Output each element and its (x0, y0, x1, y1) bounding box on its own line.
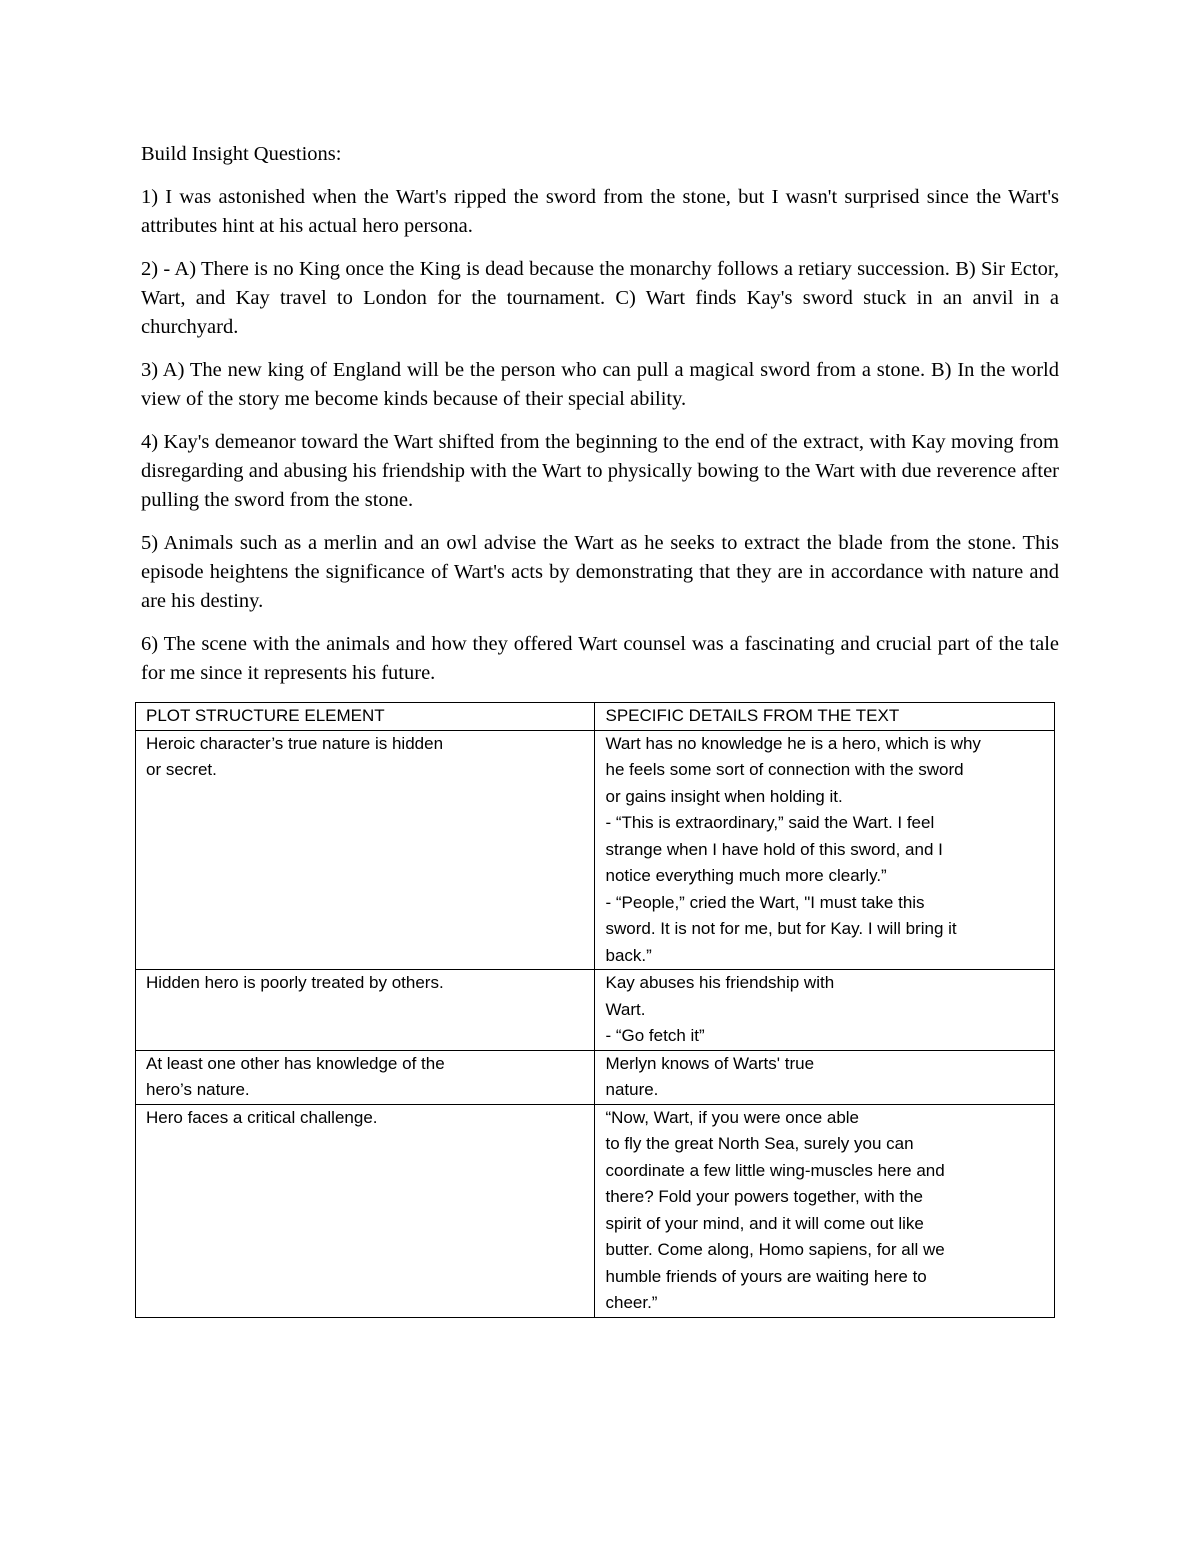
cell-line: At least one other has knowledge of the (146, 1053, 445, 1073)
cell-line: to fly the great North Sea, surely you can (605, 1134, 914, 1153)
cell-line: hero’s nature. (146, 1080, 250, 1099)
plot-element-cell (136, 730, 595, 970)
table-row (136, 1104, 1055, 1317)
cell-line: - “This is extraordinary,” said the Wart. I feel (605, 813, 935, 832)
answer-paragraph-2: 2) - A) There is no King once the King is dead because the monarchy follows a retiary succession. B) Sir Ector, Wart, and Kay travel to London for the tournament. C) Wart finds Kay's sword stuck in an anvil in a churchyard. (141, 258, 1059, 338)
plot-element-cell (136, 1104, 595, 1317)
table-row (136, 730, 1055, 970)
cell-line: Hidden hero is poorly treated by others. (146, 973, 444, 992)
details-cell (595, 1104, 1055, 1317)
cell-line: Hero faces a critical challenge. (146, 1107, 378, 1127)
answer-paragraph-6: 6) The scene with the animals and how they offered Wart counsel was a fascinating and crucial part of the tale for me since it represents his future. (141, 633, 1059, 684)
cell-line: butter. Come along, Homo sapiens, for all we (605, 1240, 945, 1259)
answer-paragraph-5: 5) Animals such as a merlin and an owl advise the Wart as he seeks to extract the blade from the stone. This episode heightens the significance of Wart's acts by demonstrating that they are in accordance with nature and are his destiny. (141, 532, 1059, 612)
plot-element-cell (136, 1050, 595, 1104)
cell-line: Wart. (605, 999, 646, 1019)
details-cell (595, 1050, 1055, 1104)
cell-line: strange when I have hold of this sword, and I (605, 839, 943, 859)
cell-line: or secret. (146, 760, 217, 779)
answer-paragraph-1: 1) I was astonished when the Wart's ripped the sword from the stone, but I wasn't surprised since the Wart's attributes hint at his actual hero persona. (141, 186, 1059, 237)
plot-element-cell (136, 970, 595, 1051)
document-page (141, 140, 1059, 1318)
table-header-cell: SPECIFIC DETAILS FROM THE TEXT (595, 703, 1055, 731)
details-cell (595, 730, 1055, 970)
cell-line: Kay abuses his friendship with (605, 973, 835, 992)
cell-line: Merlyn knows of Warts' true (605, 1053, 815, 1073)
cell-line: he feels some sort of connection with the sword (605, 760, 964, 779)
cell-line: coordinate a few little wing-muscles here and (605, 1160, 945, 1180)
answer-paragraph-3: 3) A) The new king of England will be the person who can pull a magical sword from a stone. B) In the world view of the story me become kinds because of their special ability. (141, 359, 1059, 410)
details-cell (595, 970, 1055, 1051)
cell-line: - “Go fetch it” (605, 1026, 705, 1045)
document-heading: Build Insight Questions: (141, 143, 342, 165)
cell-line: “Now, Wart, if you were once able (605, 1107, 860, 1127)
table-header-cell: PLOT STRUCTURE ELEMENT (136, 703, 595, 731)
table-row (136, 1050, 1055, 1104)
cell-line: spirit of your mind, and it will come out like (605, 1213, 924, 1233)
table-header-row (136, 703, 1055, 731)
cell-line: cheer.” (605, 1293, 658, 1312)
cell-line: there? Fold your powers together, with the (605, 1187, 923, 1206)
answer-paragraph-4: 4) Kay's demeanor toward the Wart shifted from the beginning to the end of the extract, with Kay moving from disregarding and abusing his friendship with the Wart to physically bowing to the Wart with due reverence after pulling the sword from the stone. (141, 431, 1059, 511)
table-row (136, 970, 1055, 1051)
cell-line: nature. (605, 1080, 659, 1099)
cell-line: sword. It is not for me, but for Kay. I will bring it (605, 919, 957, 938)
cell-line: Wart has no knowledge he is a hero, which is why (605, 733, 981, 753)
plot-structure-table (135, 702, 1055, 1318)
cell-line: humble friends of yours are waiting here to (605, 1266, 927, 1286)
cell-line: - “People,” cried the Wart, "I must take this (605, 892, 925, 912)
cell-line: notice everything much more clearly.” (605, 866, 887, 885)
cell-line: Heroic character’s true nature is hidden (146, 733, 444, 753)
cell-line: back.” (605, 945, 652, 965)
cell-line: or gains insight when holding it. (605, 786, 843, 806)
